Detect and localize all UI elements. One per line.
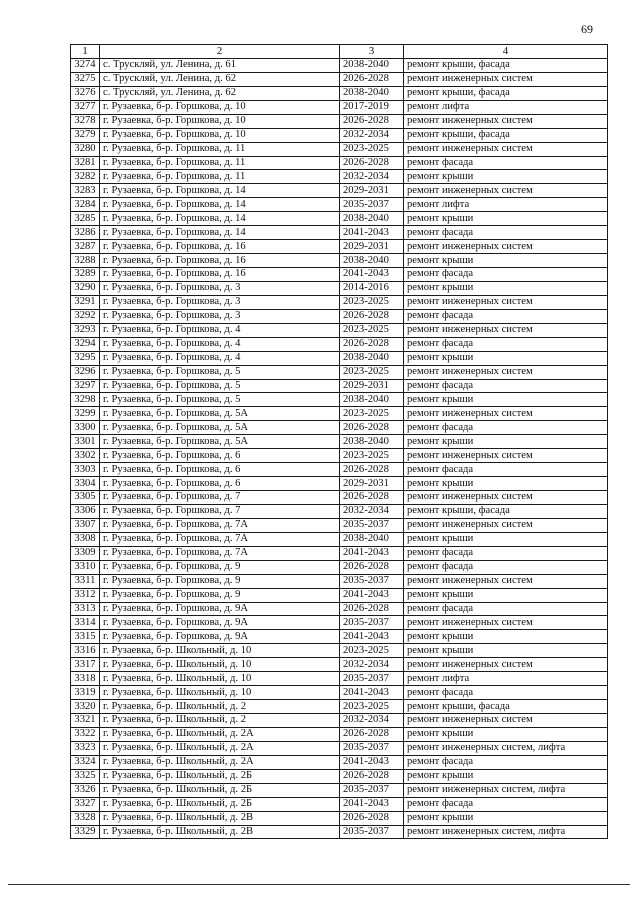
table-row	[71, 477, 608, 491]
work-type-cell: ремонт лифта	[404, 198, 608, 212]
table-row	[71, 72, 608, 86]
work-type-cell: ремонт фасада	[404, 337, 608, 351]
years-cell: 2041-2043	[340, 797, 404, 811]
years-cell: 2026-2028	[340, 727, 404, 741]
work-type-cell: ремонт инженерных систем	[404, 449, 608, 463]
years-cell: 2041-2043	[340, 268, 404, 282]
years-cell: 2038-2040	[340, 435, 404, 449]
work-type-cell: ремонт инженерных систем	[404, 491, 608, 505]
work-type-cell: ремонт фасада	[404, 309, 608, 323]
work-type-cell: ремонт инженерных систем	[404, 114, 608, 128]
work-type-cell: ремонт крыши	[404, 254, 608, 268]
address-cell: с. Трускляй, ул. Ленина, д. 62	[100, 72, 340, 86]
years-cell: 2038-2040	[340, 393, 404, 407]
address-cell: г. Рузаевка, б-р. Школьный, д. 10	[100, 686, 340, 700]
address-cell: г. Рузаевка, б-р. Школьный, д. 10	[100, 672, 340, 686]
table-row	[71, 379, 608, 393]
table-row	[71, 741, 608, 755]
row-number: 3295	[71, 351, 100, 365]
address-cell: г. Рузаевка, б-р. Горшкова, д. 14	[100, 226, 340, 240]
row-number: 3289	[71, 268, 100, 282]
row-number: 3280	[71, 142, 100, 156]
table-row	[71, 518, 608, 532]
years-cell: 2023-2025	[340, 323, 404, 337]
address-cell: г. Рузаевка, б-р. Горшкова, д. 16	[100, 254, 340, 268]
table-row	[71, 769, 608, 783]
work-type-cell: ремонт инженерных систем	[404, 72, 608, 86]
row-number: 3322	[71, 727, 100, 741]
years-cell: 2041-2043	[340, 630, 404, 644]
work-type-cell: ремонт крыши	[404, 811, 608, 825]
years-cell: 2041-2043	[340, 546, 404, 560]
years-cell: 2035-2037	[340, 574, 404, 588]
work-type-cell: ремонт крыши	[404, 393, 608, 407]
address-cell: г. Рузаевка, б-р. Горшкова, д. 5	[100, 379, 340, 393]
years-cell: 2026-2028	[340, 72, 404, 86]
address-cell: г. Рузаевка, б-р. Горшкова, д. 9	[100, 560, 340, 574]
table-row	[71, 198, 608, 212]
table-row	[71, 644, 608, 658]
row-number: 3307	[71, 518, 100, 532]
address-cell: г. Рузаевка, б-р. Горшкова, д. 5А	[100, 435, 340, 449]
work-type-cell: ремонт фасада	[404, 797, 608, 811]
years-cell: 2026-2028	[340, 491, 404, 505]
table-row	[71, 365, 608, 379]
table-row	[71, 226, 608, 240]
row-number: 3274	[71, 58, 100, 72]
row-number: 3287	[71, 240, 100, 254]
row-number: 3311	[71, 574, 100, 588]
work-type-cell: ремонт инженерных систем	[404, 323, 608, 337]
row-number: 3320	[71, 700, 100, 714]
row-number: 3281	[71, 156, 100, 170]
work-type-cell: ремонт фасада	[404, 421, 608, 435]
years-cell: 2026-2028	[340, 421, 404, 435]
row-number: 3298	[71, 393, 100, 407]
address-cell: г. Рузаевка, б-р. Горшкова, д. 5А	[100, 421, 340, 435]
work-type-cell: ремонт фасада	[404, 463, 608, 477]
row-number: 3290	[71, 281, 100, 295]
years-cell: 2035-2037	[340, 741, 404, 755]
address-cell: г. Рузаевка, б-р. Горшкова, д. 6	[100, 449, 340, 463]
row-number: 3308	[71, 532, 100, 546]
row-number: 3329	[71, 825, 100, 839]
address-cell: г. Рузаевка, б-р. Горшкова, д. 7А	[100, 532, 340, 546]
row-number: 3286	[71, 226, 100, 240]
years-cell: 2032-2034	[340, 170, 404, 184]
work-type-cell: ремонт инженерных систем, лифта	[404, 741, 608, 755]
years-cell: 2023-2025	[340, 449, 404, 463]
row-number: 3325	[71, 769, 100, 783]
years-cell: 2023-2025	[340, 644, 404, 658]
years-cell: 2035-2037	[340, 518, 404, 532]
address-cell: г. Рузаевка, б-р. Школьный, д. 2В	[100, 811, 340, 825]
work-type-cell: ремонт фасада	[404, 602, 608, 616]
address-cell: г. Рузаевка, б-р. Горшкова, д. 9	[100, 574, 340, 588]
table-row	[71, 58, 608, 72]
table-row	[71, 435, 608, 449]
years-cell: 2029-2031	[340, 379, 404, 393]
row-number: 3282	[71, 170, 100, 184]
row-number: 3299	[71, 407, 100, 421]
address-cell: г. Рузаевка, б-р. Горшкова, д. 4	[100, 337, 340, 351]
address-cell: г. Рузаевка, б-р. Горшкова, д. 9А	[100, 602, 340, 616]
years-cell: 2026-2028	[340, 309, 404, 323]
work-type-cell: ремонт инженерных систем	[404, 714, 608, 728]
table-row	[71, 184, 608, 198]
address-cell: г. Рузаевка, б-р. Горшкова, д. 5	[100, 365, 340, 379]
address-cell: г. Рузаевка, б-р. Школьный, д. 10	[100, 658, 340, 672]
address-cell: г. Рузаевка, б-р. Горшкова, д. 6	[100, 477, 340, 491]
years-cell: 2038-2040	[340, 58, 404, 72]
years-cell: 2023-2025	[340, 365, 404, 379]
table-row	[71, 463, 608, 477]
table-row	[71, 86, 608, 100]
work-type-cell: ремонт инженерных систем	[404, 574, 608, 588]
years-cell: 2038-2040	[340, 254, 404, 268]
work-type-cell: ремонт инженерных систем, лифта	[404, 825, 608, 839]
address-cell: г. Рузаевка, б-р. Горшкова, д. 16	[100, 240, 340, 254]
row-number: 3302	[71, 449, 100, 463]
work-type-cell: ремонт инженерных систем	[404, 407, 608, 421]
row-number: 3323	[71, 741, 100, 755]
work-type-cell: ремонт инженерных систем	[404, 616, 608, 630]
years-cell: 2029-2031	[340, 184, 404, 198]
work-type-cell: ремонт фасада	[404, 226, 608, 240]
years-cell: 2023-2025	[340, 407, 404, 421]
address-cell: г. Рузаевка, б-р. Школьный, д. 2Б	[100, 797, 340, 811]
address-cell: г. Рузаевка, б-р. Горшкова, д. 10	[100, 114, 340, 128]
years-cell: 2014-2016	[340, 281, 404, 295]
table-row	[71, 281, 608, 295]
years-cell: 2029-2031	[340, 240, 404, 254]
address-cell: г. Рузаевка, б-р. Горшкова, д. 11	[100, 156, 340, 170]
work-type-cell: ремонт фасада	[404, 156, 608, 170]
table-row	[71, 560, 608, 574]
table-row	[71, 616, 608, 630]
address-cell: г. Рузаевка, б-р. Горшкова, д. 10	[100, 128, 340, 142]
address-cell: г. Рузаевка, б-р. Горшкова, д. 16	[100, 268, 340, 282]
table-row	[71, 100, 608, 114]
row-number: 3314	[71, 616, 100, 630]
work-type-cell: ремонт крыши	[404, 477, 608, 491]
years-cell: 2032-2034	[340, 128, 404, 142]
row-number: 3319	[71, 686, 100, 700]
table-row	[71, 755, 608, 769]
table-row	[71, 170, 608, 184]
years-cell: 2026-2028	[340, 337, 404, 351]
address-cell: г. Рузаевка, б-р. Горшкова, д. 9А	[100, 630, 340, 644]
footer-rule	[8, 884, 630, 885]
address-cell: г. Рузаевка, б-р. Горшкова, д. 3	[100, 281, 340, 295]
years-cell: 2038-2040	[340, 86, 404, 100]
work-type-cell: ремонт крыши	[404, 351, 608, 365]
column-number-3: 3	[340, 45, 404, 59]
work-type-cell: ремонт крыши, фасада	[404, 700, 608, 714]
address-cell: г. Рузаевка, б-р. Горшкова, д. 4	[100, 323, 340, 337]
work-type-cell: ремонт крыши	[404, 170, 608, 184]
years-cell: 2017-2019	[340, 100, 404, 114]
row-number: 3284	[71, 198, 100, 212]
work-type-cell: ремонт крыши, фасада	[404, 128, 608, 142]
address-cell: с. Трускляй, ул. Ленина, д. 62	[100, 86, 340, 100]
years-cell: 2038-2040	[340, 532, 404, 546]
years-cell: 2023-2025	[340, 295, 404, 309]
table-row	[71, 700, 608, 714]
work-type-cell: ремонт инженерных систем	[404, 184, 608, 198]
address-cell: г. Рузаевка, б-р. Горшкова, д. 7	[100, 504, 340, 518]
years-cell: 2038-2040	[340, 351, 404, 365]
table-row	[71, 811, 608, 825]
row-number: 3296	[71, 365, 100, 379]
address-cell: г. Рузаевка, б-р. Горшкова, д. 7А	[100, 546, 340, 560]
row-number: 3305	[71, 491, 100, 505]
address-cell: г. Рузаевка, б-р. Школьный, д. 2Б	[100, 783, 340, 797]
row-number: 3288	[71, 254, 100, 268]
years-cell: 2041-2043	[340, 226, 404, 240]
years-cell: 2023-2025	[340, 700, 404, 714]
table-row	[71, 407, 608, 421]
table-row	[71, 491, 608, 505]
address-cell: с. Трускляй, ул. Ленина, д. 61	[100, 58, 340, 72]
years-cell: 2026-2028	[340, 602, 404, 616]
years-cell: 2035-2037	[340, 616, 404, 630]
page-number: 69	[581, 22, 593, 36]
work-type-cell: ремонт инженерных систем	[404, 518, 608, 532]
work-type-cell: ремонт инженерных систем	[404, 295, 608, 309]
row-number: 3285	[71, 212, 100, 226]
years-cell: 2026-2028	[340, 769, 404, 783]
row-number: 3312	[71, 588, 100, 602]
years-cell: 2032-2034	[340, 714, 404, 728]
table-row	[71, 295, 608, 309]
table-row	[71, 504, 608, 518]
work-type-cell: ремонт инженерных систем, лифта	[404, 783, 608, 797]
table-row	[71, 574, 608, 588]
years-cell: 2026-2028	[340, 114, 404, 128]
address-cell: г. Рузаевка, б-р. Горшкова, д. 5	[100, 393, 340, 407]
work-type-cell: ремонт крыши	[404, 532, 608, 546]
years-cell: 2026-2028	[340, 811, 404, 825]
row-number: 3321	[71, 714, 100, 728]
work-type-cell: ремонт крыши, фасада	[404, 504, 608, 518]
address-cell: г. Рузаевка, б-р. Горшкова, д. 9	[100, 588, 340, 602]
address-cell: г. Рузаевка, б-р. Горшкова, д. 14	[100, 212, 340, 226]
row-number: 3301	[71, 435, 100, 449]
table-row	[71, 128, 608, 142]
address-cell: г. Рузаевка, б-р. Горшкова, д. 3	[100, 295, 340, 309]
table-row	[71, 602, 608, 616]
work-type-cell: ремонт фасада	[404, 686, 608, 700]
work-type-cell: ремонт крыши, фасада	[404, 86, 608, 100]
years-cell: 2035-2037	[340, 198, 404, 212]
row-number: 3306	[71, 504, 100, 518]
table-row	[71, 240, 608, 254]
address-cell: г. Рузаевка, б-р. Горшкова, д. 5А	[100, 407, 340, 421]
table-row	[71, 727, 608, 741]
work-type-cell: ремонт фасада	[404, 560, 608, 574]
work-type-cell: ремонт крыши, фасада	[404, 58, 608, 72]
work-type-cell: ремонт инженерных систем	[404, 658, 608, 672]
column-number-2: 2	[100, 45, 340, 59]
address-cell: г. Рузаевка, б-р. Школьный, д. 2А	[100, 741, 340, 755]
address-cell: г. Рузаевка, б-р. Школьный, д. 2В	[100, 825, 340, 839]
row-number: 3309	[71, 546, 100, 560]
address-cell: г. Рузаевка, б-р. Горшкова, д. 11	[100, 170, 340, 184]
years-cell: 2032-2034	[340, 504, 404, 518]
address-cell: г. Рузаевка, б-р. Школьный, д. 10	[100, 644, 340, 658]
table-row	[71, 156, 608, 170]
years-cell: 2041-2043	[340, 588, 404, 602]
table-row	[71, 323, 608, 337]
table-row	[71, 714, 608, 728]
table-row	[71, 686, 608, 700]
row-number: 3317	[71, 658, 100, 672]
address-cell: г. Рузаевка, б-р. Горшкова, д. 4	[100, 351, 340, 365]
address-cell: г. Рузаевка, б-р. Горшкова, д. 7А	[100, 518, 340, 532]
work-type-cell: ремонт крыши	[404, 727, 608, 741]
years-cell: 2032-2034	[340, 658, 404, 672]
address-cell: г. Рузаевка, б-р. Школьный, д. 2А	[100, 727, 340, 741]
row-number: 3297	[71, 379, 100, 393]
work-type-cell: ремонт крыши	[404, 212, 608, 226]
address-cell: г. Рузаевка, б-р. Школьный, д. 2А	[100, 755, 340, 769]
years-cell: 2035-2037	[340, 825, 404, 839]
address-cell: г. Рузаевка, б-р. Школьный, д. 2	[100, 714, 340, 728]
column-number-1: 1	[71, 45, 100, 59]
row-number: 3275	[71, 72, 100, 86]
address-cell: г. Рузаевка, б-р. Горшкова, д. 14	[100, 198, 340, 212]
table-row	[71, 449, 608, 463]
years-cell: 2035-2037	[340, 783, 404, 797]
work-type-cell: ремонт крыши	[404, 588, 608, 602]
table-row	[71, 114, 608, 128]
work-type-cell: ремонт фасада	[404, 268, 608, 282]
row-number: 3276	[71, 86, 100, 100]
address-cell: г. Рузаевка, б-р. Горшкова, д. 14	[100, 184, 340, 198]
work-type-cell: ремонт инженерных систем	[404, 142, 608, 156]
table-row	[71, 658, 608, 672]
years-cell: 2041-2043	[340, 755, 404, 769]
years-cell: 2029-2031	[340, 477, 404, 491]
repair-schedule-table	[70, 44, 608, 839]
work-type-cell: ремонт крыши	[404, 630, 608, 644]
years-cell: 2041-2043	[340, 686, 404, 700]
address-cell: г. Рузаевка, б-р. Горшкова, д. 9А	[100, 616, 340, 630]
table-row	[71, 672, 608, 686]
row-number: 3279	[71, 128, 100, 142]
work-type-cell: ремонт лифта	[404, 672, 608, 686]
table-row	[71, 309, 608, 323]
work-type-cell: ремонт крыши	[404, 644, 608, 658]
row-number: 3310	[71, 560, 100, 574]
work-type-cell: ремонт фасада	[404, 755, 608, 769]
work-type-cell: ремонт крыши	[404, 769, 608, 783]
table-row	[71, 351, 608, 365]
years-cell: 2026-2028	[340, 463, 404, 477]
row-number: 3328	[71, 811, 100, 825]
table-row	[71, 268, 608, 282]
row-number: 3315	[71, 630, 100, 644]
table-row	[71, 588, 608, 602]
address-cell: г. Рузаевка, б-р. Горшкова, д. 10	[100, 100, 340, 114]
table-row	[71, 532, 608, 546]
years-cell: 2026-2028	[340, 560, 404, 574]
address-cell: г. Рузаевка, б-р. Горшкова, д. 6	[100, 463, 340, 477]
address-cell: г. Рузаевка, б-р. Горшкова, д. 7	[100, 491, 340, 505]
work-type-cell: ремонт фасада	[404, 379, 608, 393]
years-cell: 2023-2025	[340, 142, 404, 156]
work-type-cell: ремонт фасада	[404, 546, 608, 560]
years-cell: 2038-2040	[340, 212, 404, 226]
work-type-cell: ремонт инженерных систем	[404, 240, 608, 254]
years-cell: 2026-2028	[340, 156, 404, 170]
table-row	[71, 783, 608, 797]
table-row	[71, 212, 608, 226]
table-row	[71, 421, 608, 435]
table-row	[71, 797, 608, 811]
table-row	[71, 630, 608, 644]
row-number: 3327	[71, 797, 100, 811]
row-number: 3278	[71, 114, 100, 128]
table-header-row	[71, 45, 608, 59]
row-number: 3316	[71, 644, 100, 658]
row-number: 3324	[71, 755, 100, 769]
table-row	[71, 546, 608, 560]
table-row	[71, 142, 608, 156]
column-number-4: 4	[404, 45, 608, 59]
address-cell: г. Рузаевка, б-р. Горшкова, д. 3	[100, 309, 340, 323]
work-type-cell: ремонт крыши	[404, 435, 608, 449]
table-row	[71, 393, 608, 407]
row-number: 3283	[71, 184, 100, 198]
address-cell: г. Рузаевка, б-р. Школьный, д. 2Б	[100, 769, 340, 783]
years-cell: 2035-2037	[340, 672, 404, 686]
work-type-cell: ремонт лифта	[404, 100, 608, 114]
row-number: 3277	[71, 100, 100, 114]
address-cell: г. Рузаевка, б-р. Школьный, д. 2	[100, 700, 340, 714]
row-number: 3300	[71, 421, 100, 435]
row-number: 3303	[71, 463, 100, 477]
row-number: 3294	[71, 337, 100, 351]
row-number: 3291	[71, 295, 100, 309]
work-type-cell: ремонт инженерных систем	[404, 365, 608, 379]
row-number: 3304	[71, 477, 100, 491]
address-cell: г. Рузаевка, б-р. Горшкова, д. 11	[100, 142, 340, 156]
row-number: 3292	[71, 309, 100, 323]
row-number: 3318	[71, 672, 100, 686]
table-row	[71, 825, 608, 839]
table-row	[71, 254, 608, 268]
row-number: 3293	[71, 323, 100, 337]
row-number: 3326	[71, 783, 100, 797]
row-number: 3313	[71, 602, 100, 616]
work-type-cell: ремонт крыши	[404, 281, 608, 295]
table-row	[71, 337, 608, 351]
